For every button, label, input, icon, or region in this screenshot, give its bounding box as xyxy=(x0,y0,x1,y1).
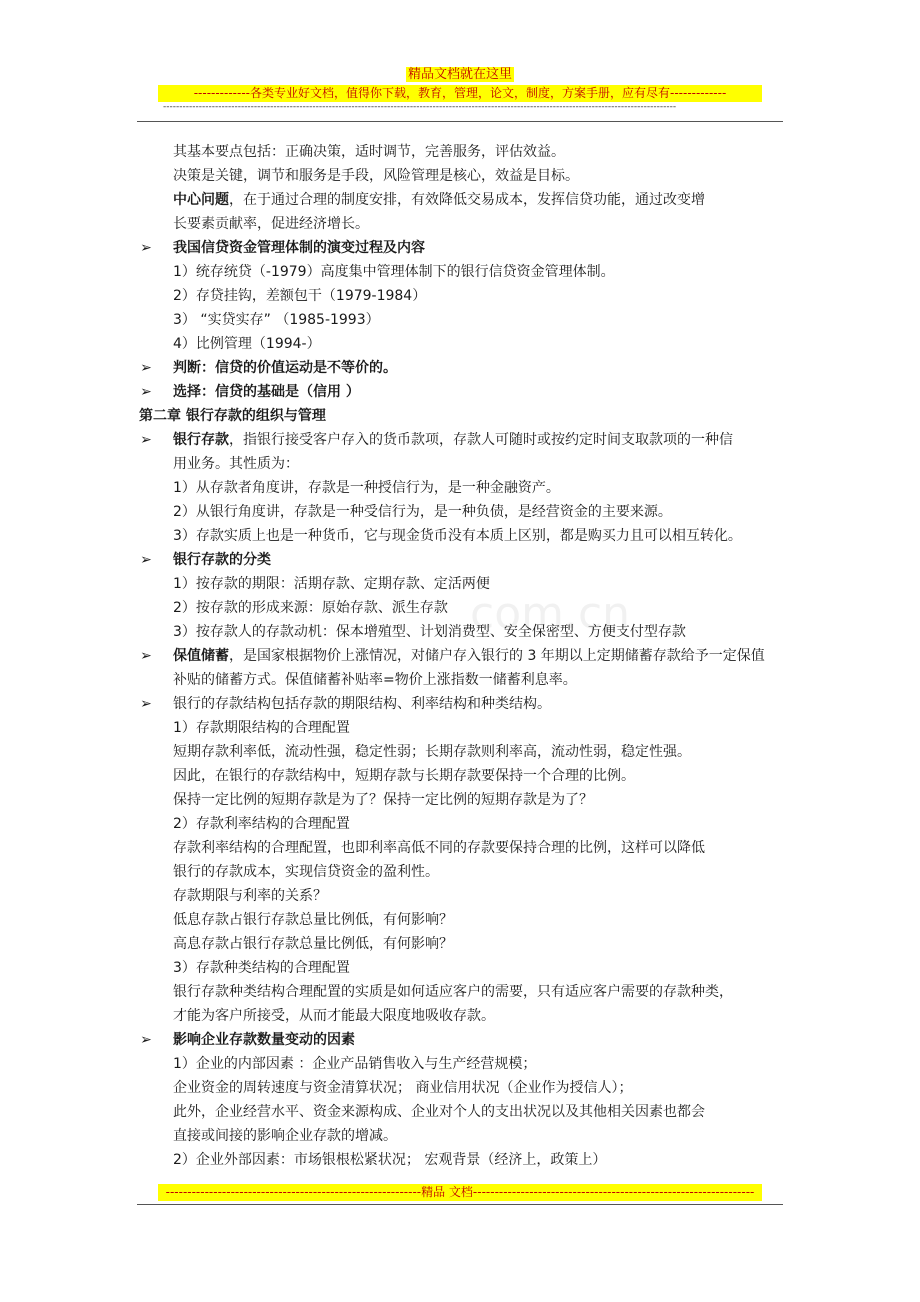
bullet-heading: ➢ 我国信贷资金管理体制的演变过程及内容 xyxy=(173,236,425,260)
paragraph-line: 1）存款期限结构的合理配置 xyxy=(173,720,350,736)
paragraph-line: 直接或间接的影响企业存款的增减。 xyxy=(173,1128,397,1144)
paragraph-line: 2）按存款的形成来源：原始存款、派生存款 xyxy=(173,600,448,616)
paragraph-line: 4）比例管理（1994-） xyxy=(173,336,321,352)
footer-banner: -----------------------------------------------------------精品 文档----------------------------------------------------------------- xyxy=(158,1184,762,1201)
bullet-arrow-icon: ➢ xyxy=(140,696,152,712)
paragraph-line: 长要素贡献率，促进经济增长。 xyxy=(173,216,369,232)
paragraph-line: 1）按存款的期限：活期存款、定期存款、定活两便 xyxy=(173,576,490,592)
paragraph-line: 用业务。其性质为： xyxy=(173,456,299,472)
bullet-arrow-icon: ➢ xyxy=(140,1032,152,1048)
paragraph-line: 2）从银行角度讲，存款是一种受信行为，是一种负债，是经营资金的主要来源。 xyxy=(173,504,672,520)
paragraph-line: 存款利率结构的合理配置，也即利率高低不同的存款要保持合理的比例，这样可以降低 xyxy=(173,840,705,856)
paragraph-line: 3）存款实质上也是一种货币，它与现金货币没有本质上区别，都是购买力且可以相互转化。 xyxy=(173,528,742,544)
paragraph-line: 保持一定比例的短期存款是为了？保持一定比例的短期存款是为了？ xyxy=(173,792,593,808)
paragraph-line: 2）企业外部因素：市场银根松紧状况； 宏观背景（经济上，政策上） xyxy=(173,1152,607,1168)
paragraph-line: 补贴的储蓄方式。保值储蓄补贴率=物价上涨指数一储蓄利息率。 xyxy=(173,672,577,688)
footer-rule xyxy=(137,1204,783,1205)
bullet-arrow-icon: ➢ xyxy=(140,240,152,256)
paragraph-line: 高息存款占银行存款总量比例低，有何影响？ xyxy=(173,936,453,952)
header-rule xyxy=(137,121,783,122)
paragraph-line: 才能为客户所接受，从而才能最大限度地吸收存款。 xyxy=(173,1008,495,1024)
paragraph-line: 银行的存款成本，实现信贷资金的盈利性。 xyxy=(173,864,439,880)
header-banner: -------------各类专业好文档，值得你下载，教育，管理，论文，制度，方案手册，应有尽有------------- xyxy=(158,85,762,102)
header-dashes: -------------------------------------------------------------------------------------------------------------------------------------------------------------- xyxy=(163,102,677,112)
bullet-arrow-icon: ➢ xyxy=(140,552,152,568)
paragraph-line: 3）存款种类结构的合理配置 xyxy=(173,960,350,976)
watermark: com.cn xyxy=(470,588,631,639)
paragraph-line: 银行存款种类结构合理配置的实质是如何适应客户的需要，只有适应客户需要的存款种类， xyxy=(173,984,733,1000)
bullet-heading: ➢ 银行存款，指银行接受客户存入的货币款项，存款人可随时或按约定时间支取款项的一种信 xyxy=(173,428,733,452)
paragraph-line: 3）按存款人的存款动机：保本增殖型、计划消费型、安全保密型、方便支付型存款 xyxy=(173,624,686,640)
paragraph-line: 存款期限与利率的关系？ xyxy=(173,888,327,904)
bullet-heading: ➢ 影响企业存款数量变动的因素 xyxy=(173,1028,355,1052)
paragraph-line: 2）存贷挂钩，差额包干（1979-1984） xyxy=(173,288,427,304)
paragraph-line: 1）企业的内部因素 ：企业产品销售收入与生产经营规模； xyxy=(173,1056,537,1072)
bullet-arrow-icon: ➢ xyxy=(140,432,152,448)
paragraph-line: 因此，在银行的存款结构中，短期存款与长期存款要保持一个合理的比例。 xyxy=(173,768,635,784)
paragraph-line: 1）从存款者角度讲，存款是一种授信行为，是一种金融资产。 xyxy=(173,480,560,496)
bullet-item: ➢ 银行的存款结构包括存款的期限结构、利率结构和种类结构。 xyxy=(173,692,551,716)
paragraph-line: 企业资金的周转速度与资金清算状况； 商业信用状况（企业作为授信人）； xyxy=(173,1080,633,1096)
header-title: 精品文档就在这里 xyxy=(407,67,512,82)
paragraph-line: 中心问题，在于通过合理的制度安排，有效降低交易成本，发挥信贷功能，通过改变增 xyxy=(173,192,705,208)
bullet-heading: ➢ 选择：信贷的基础是（信用 ） xyxy=(173,380,360,404)
paragraph-line: 此外，企业经营水平、资金来源构成、企业对个人的支出状况以及其他相关因素也都会 xyxy=(173,1104,705,1120)
bullet-heading: ➢ 保值储蓄，是国家根据物价上涨情况，对储户存入银行的 3 年期以上定期储蓄存款给予一定保值 xyxy=(173,644,765,668)
paragraph-line: 决策是关键，调节和服务是手段，风险管理是核心，效益是目标。 xyxy=(173,168,579,184)
bullet-arrow-icon: ➢ xyxy=(140,384,152,400)
paragraph-line: 短期存款利率低，流动性强，稳定性弱；长期存款则利率高，流动性弱，稳定性强。 xyxy=(173,744,691,760)
bullet-heading: ➢ 银行存款的分类 xyxy=(173,548,271,572)
paragraph-line: 2）存款利率结构的合理配置 xyxy=(173,816,350,832)
paragraph-line: 低息存款占银行存款总量比例低，有何影响？ xyxy=(173,912,453,928)
paragraph-line: 1）统存统贷（-1979）高度集中管理体制下的银行信贷资金管理体制。 xyxy=(173,264,615,280)
bullet-arrow-icon: ➢ xyxy=(140,648,152,664)
chapter-title: 第二章 银行存款的组织与管理 xyxy=(139,408,326,424)
bullet-heading: ➢ 判断：信贷的价值运动是不等价的。 xyxy=(173,356,397,380)
bullet-arrow-icon: ➢ xyxy=(140,360,152,376)
paragraph-line: 其基本要点包括：正确决策，适时调节，完善服务，评估效益。 xyxy=(173,144,565,160)
paragraph-line: 3） “实贷实存” （1985-1993） xyxy=(173,312,380,328)
